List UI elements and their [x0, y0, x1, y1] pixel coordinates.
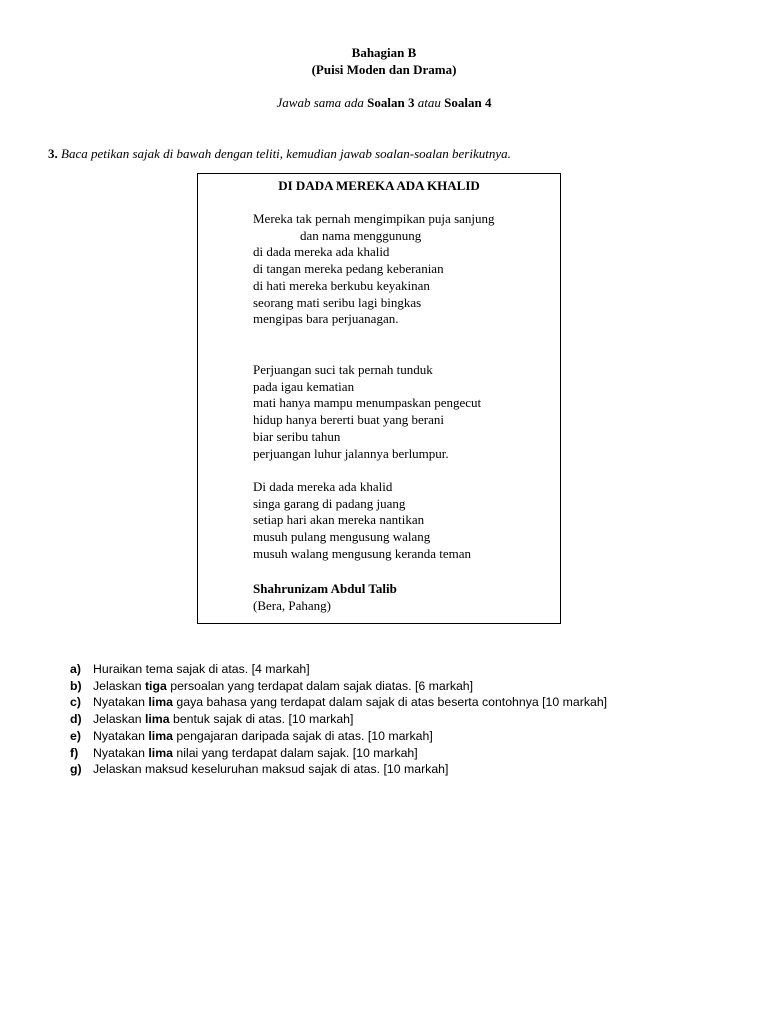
task-text: Jelaskan tiga persoalan yang terdapat dalam sajak diatas. [6 markah] — [93, 678, 474, 693]
task-letter: a) — [70, 662, 81, 676]
question-text: Baca petikan sajak di bawah dengan teliti, kemudian jawab soalan-soalan berikutnya. — [61, 146, 511, 161]
poem-line: seorang mati seribu lagi bingkas — [253, 294, 422, 310]
instruction-middle: atau — [417, 95, 441, 110]
task-letter: e) — [70, 728, 81, 743]
task-text: Nyatakan lima gaya bahasa yang terdapat dalam sajak di atas beserta contohnya [10 markah] — [93, 695, 608, 710]
section-subtitle: (Puisi Moden dan Drama) — [311, 62, 457, 77]
instruction-option-2: Soalan 4 — [444, 95, 492, 110]
task-letter: b) — [70, 678, 82, 693]
task-text: Nyatakan lima nilai yang terdapat dalam sajak. [10 markah] — [93, 745, 418, 760]
task-item — [70, 694, 607, 711]
task-letter: c) — [70, 695, 81, 710]
poem-origin: (Bera, Pahang) — [253, 598, 331, 613]
poem-line: musuh pulang mengusung walang — [253, 529, 431, 545]
task-letter: g) — [70, 762, 82, 777]
poem-author: Shahrunizam Abdul Talib — [253, 581, 397, 596]
poem-attribution — [253, 580, 397, 614]
instruction-prefix: Jawab sama ada — [276, 95, 364, 110]
poem-line: biar seribu tahun — [253, 428, 341, 444]
task-letter: d) — [70, 712, 82, 727]
task-text: Huraikan tema sajak di atas. [4 markah] — [93, 662, 310, 676]
poem-line: dan nama menggunung — [300, 227, 422, 243]
task-item — [70, 678, 607, 695]
question-number: 3. — [48, 146, 58, 161]
poem-title: DI DADA MEREKA ADA KHALID — [278, 178, 480, 193]
poem-line: Di dada mereka ada khalid — [253, 479, 393, 494]
task-letter: f) — [70, 745, 79, 760]
poem-line: pada igau kematian — [253, 378, 355, 394]
poem-line: Perjuangan suci tak pernah tunduk — [253, 362, 433, 377]
question-prompt — [48, 145, 511, 162]
poem-line: di dada mereka ada khalid — [253, 244, 390, 260]
poem-line: setiap hari akan mereka nantikan — [253, 512, 425, 528]
poem-box — [197, 173, 561, 624]
task-list — [70, 661, 607, 778]
poem-line: mengipas bara perjuanagan. — [253, 311, 399, 327]
poem-line: singa garang di padang juang — [253, 495, 406, 511]
task-text: Jelaskan lima bentuk sajak di atas. [10 markah] — [93, 712, 354, 727]
poem-line: hidup hanya bererti buat yang berani — [253, 412, 444, 428]
poem-line: mati hanya mampu menumpaskan pengecut — [253, 395, 482, 411]
task-item — [70, 661, 607, 678]
poem-line: musuh walang mengusung keranda teman — [253, 545, 472, 561]
poem-line: Mereka tak pernah mengimpikan puja sanjung — [253, 211, 495, 226]
poem-stanza-1 — [253, 211, 495, 328]
task-item — [70, 728, 607, 745]
poem-stanza-2 — [253, 362, 481, 462]
instruction-option-1: Soalan 3 — [367, 95, 415, 110]
task-text: Nyatakan lima pengajaran daripada sajak di atas. [10 markah] — [93, 728, 433, 743]
section-title: Bahagian B — [351, 45, 417, 60]
poem-line: di tangan mereka pedang keberanian — [253, 261, 444, 277]
poem-line: perjuangan luhur jalannya berlumpur. — [253, 445, 449, 461]
poem-stanza-3 — [253, 479, 471, 563]
task-item — [70, 711, 607, 728]
task-item — [70, 761, 607, 778]
answer-instruction — [0, 94, 768, 111]
section-header — [0, 44, 768, 78]
task-item — [70, 745, 607, 762]
task-text: Jelaskan maksud keseluruhan maksud sajak di atas. [10 markah] — [93, 762, 449, 777]
poem-line: di hati mereka berkubu keyakinan — [253, 277, 430, 293]
